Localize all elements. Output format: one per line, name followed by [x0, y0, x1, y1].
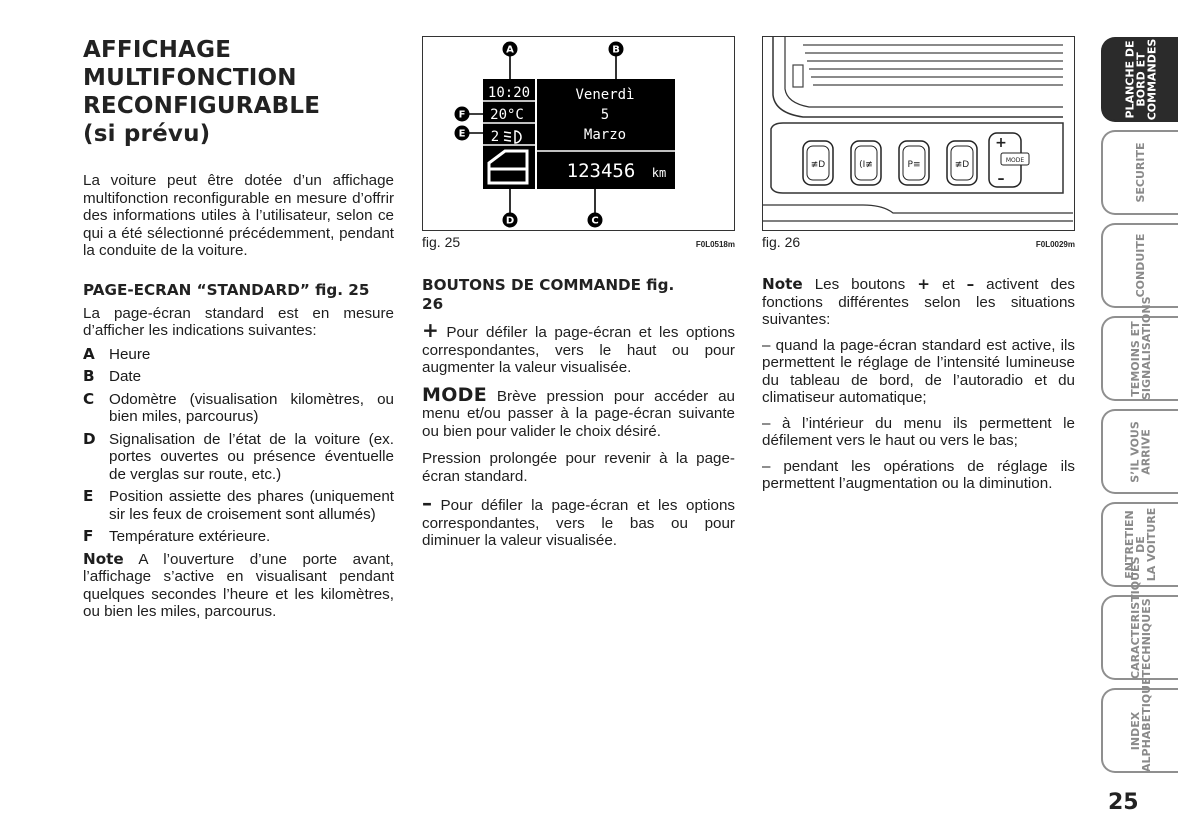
tab-planche-de-bord[interactable]: PLANCHE DE BORD ET COMMANDES — [1101, 37, 1178, 122]
dashboard-buttons-illustration — [763, 37, 1073, 229]
svg-text:E: E — [458, 128, 466, 140]
display-time: 10:20 — [487, 85, 531, 101]
dash-paragraph-3: – pendant les opérations de réglage ils permettent l’augmentation ou la diminution. — [762, 457, 1075, 492]
tab-index[interactable]: INDEX ALPHABETIQUE — [1101, 688, 1178, 773]
front-fog-icon: (I≢ — [859, 160, 873, 170]
tab-securite[interactable]: SECURITE — [1101, 130, 1178, 215]
section-text-standard: La page-écran standard est en mesure d’afficher les indications suivantes: — [83, 304, 394, 339]
intro-paragraph: La voiture peut être dotée d’un affichage multifonction reconfigurable en mesure d’offrir des informations utiles à l’utilisateur, selon ce qui a été sélectionné précédemment, pendant la conduite de la voiture. — [83, 172, 394, 259]
list-item: D Signalisation de l’état de la voiture (ex. portes ouvertes ou présence éventuelle de verglas sur route, etc.) — [83, 429, 394, 483]
tab-temoins[interactable]: TEMOINS ET SIGNALISATIONS — [1101, 316, 1178, 401]
long-press-paragraph: Pression prolongée pour revenir à la page-écran standard. — [422, 450, 735, 485]
note-paragraph-right: Note Les boutons + et – activent des fonctions différentes selon les situations suivantes: — [762, 275, 1075, 328]
svg-text:B: B — [612, 44, 620, 56]
list-item: E Position assiette des phares (uniquement sir les feux de croisement sont allumés) — [83, 487, 394, 523]
dash-paragraph-2: – à l’intérieur du menu ils permettent le défilement vers le haut ou vers le bas; — [762, 414, 1075, 449]
figure-25-caption: fig. 25 F0L0518m — [422, 234, 735, 250]
list-item: A Heure — [83, 344, 151, 363]
dash-paragraph-1: – quand la page-écran standard est active, ils permettent le réglage de l’intensité lumineuse du tableau de bord, de l’autoradio et du climatiseur automatique; — [762, 336, 1075, 406]
display-day: Venerdì — [575, 87, 635, 103]
display-odometer: 123456 — [566, 160, 636, 182]
section-title-buttons: BOUTONS DE COMMANDE fig. 26 — [422, 276, 675, 313]
display-date-number: 5 — [600, 107, 610, 123]
column-right — [762, 36, 1075, 493]
tab-sil-vous-arrive[interactable]: S’IL VOUS ARRIVE — [1101, 409, 1178, 494]
svg-text:F: F — [458, 109, 466, 121]
mode-paragraph: MODE Brève pression pour accéder au menu et/ou passer à la page-écran suivante ou bien pour valider le choix désiré. — [422, 383, 735, 440]
multifunction-display-illustration — [423, 37, 733, 229]
column-middle — [422, 36, 735, 550]
note-paragraph-left: Note A l’ouverture d’une porte avant, l’affichage s’active en visualisant pendant quelques secondes l’heure et les kilomètres, ou bien les miles, parcourus. — [83, 549, 394, 620]
svg-text:D: D — [505, 215, 515, 227]
svg-text:A: A — [506, 44, 514, 56]
figure-25-display — [422, 36, 735, 231]
column-left — [83, 36, 394, 621]
display-month: Marzo — [583, 127, 627, 143]
minus-paragraph: – Pour défiler la page-écran et les options correspondantes, vers le bas ou pour diminuer la valeur visualisée. — [422, 491, 735, 549]
parking-light-icon: P≡ — [907, 160, 921, 170]
svg-text:MODE: MODE — [1005, 157, 1025, 164]
plus-paragraph: + Pour défiler la page-écran et les options correspondantes, vers le haut ou pour augmenter la valeur visualisée. — [422, 318, 735, 376]
rear-fog-icon: ≢D — [810, 160, 826, 170]
list-item: F Température extérieure. — [83, 527, 271, 545]
chapter-tabs — [1101, 37, 1178, 781]
plus-icon: + — [995, 135, 1007, 151]
minus-icon: – — [997, 171, 1005, 187]
page-title: AFFICHAGE MULTIFONCTION RECONFIGURABLE (si prévu) — [83, 37, 321, 147]
svg-text:C: C — [591, 215, 599, 227]
display-temperature: 20°C — [490, 107, 524, 123]
tab-caracteristiques[interactable]: CARACTERISTIQUES TECHNIQUES — [1101, 595, 1178, 680]
figure-26-caption: fig. 26 F0L0029m — [762, 234, 1075, 250]
tab-conduite[interactable]: CONDUITE — [1101, 223, 1178, 308]
display-headlamp-level: 2 — [490, 129, 500, 145]
tab-entretien[interactable]: ENTRETIEN DE LA VOITURE — [1101, 502, 1178, 587]
headlamp-icon: ≢D — [954, 160, 970, 170]
section-title-standard: PAGE-ECRAN “STANDARD” fig. 25 — [83, 280, 370, 299]
list-item: B Date — [83, 367, 142, 385]
page-number: 25 — [1108, 790, 1139, 815]
display-odometer-unit: km — [651, 166, 667, 180]
figure-26-buttons — [762, 36, 1075, 231]
indication-list — [83, 346, 394, 546]
list-item: C Odomètre (visualisation kilomètres, ou bien miles, parcourus) — [83, 389, 394, 425]
